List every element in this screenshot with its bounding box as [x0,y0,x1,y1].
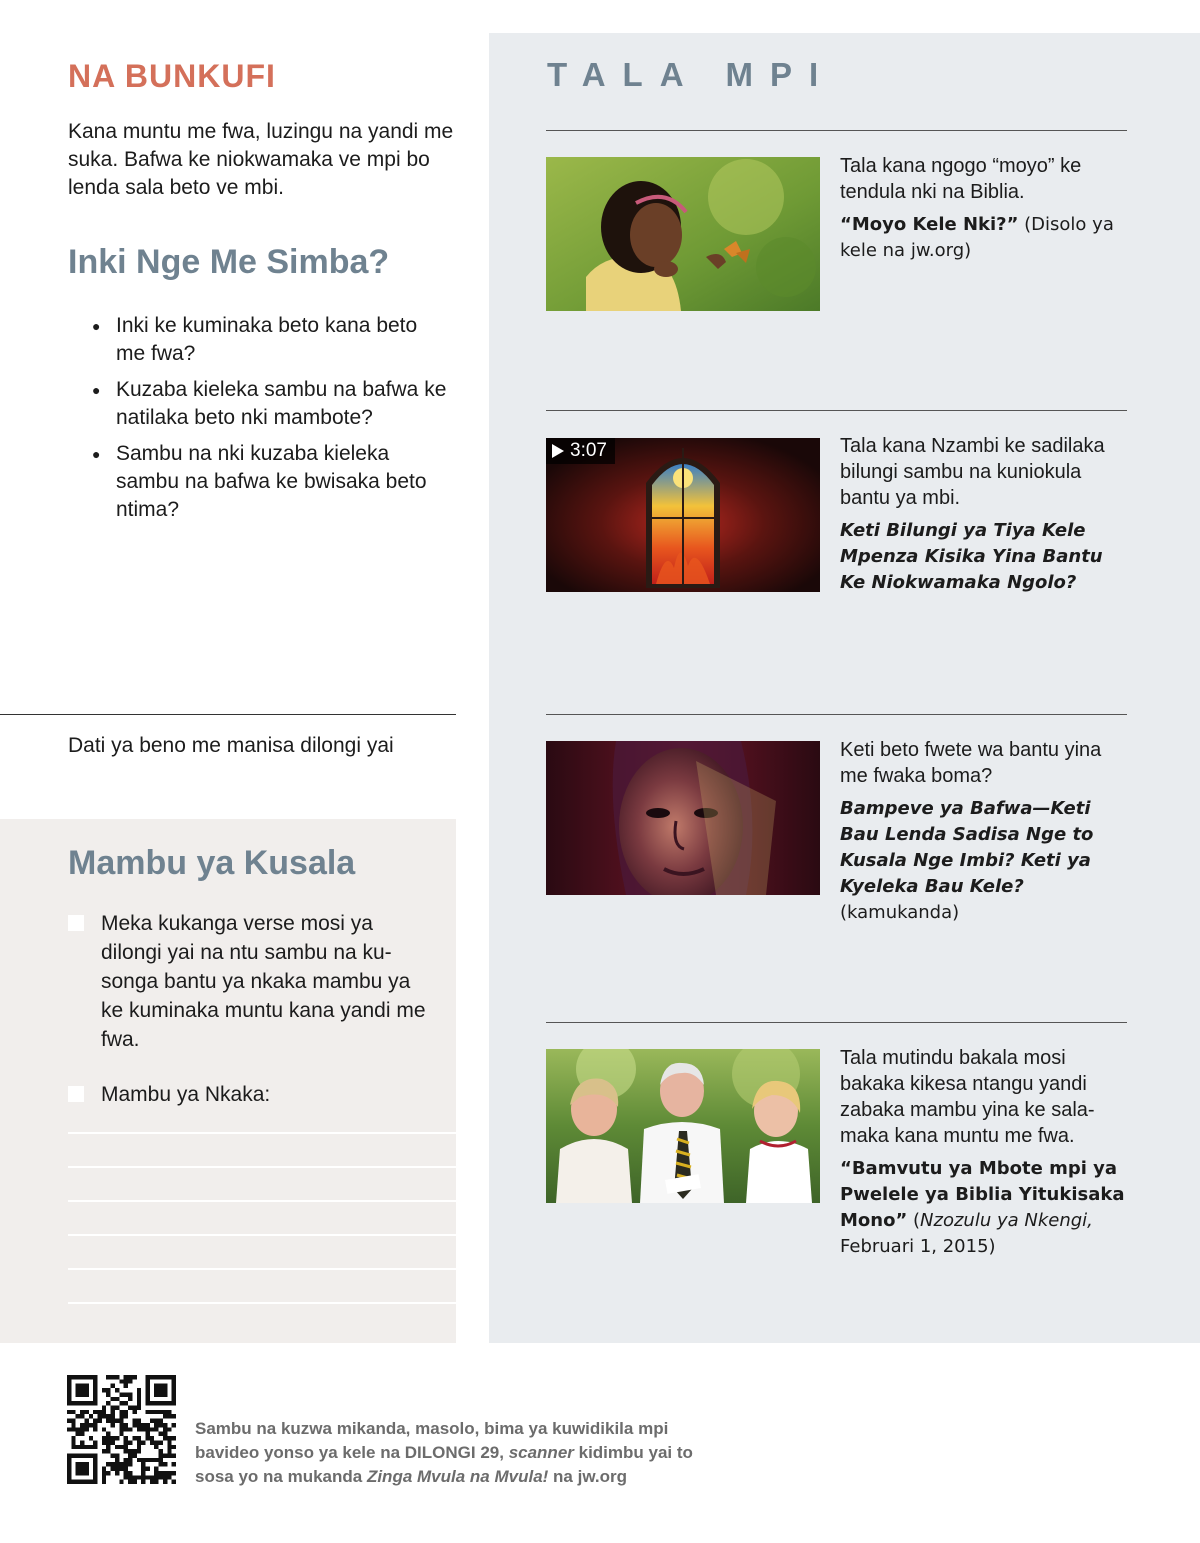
write-line[interactable] [68,1132,456,1134]
video-duration: 3:07 [570,440,607,461]
photo-three-people [546,1049,820,1203]
goals-title: Mambu ya Kusala [68,844,356,882]
reference-note: (kamukanda) [840,902,960,923]
explore-entry [840,433,1132,596]
write-line[interactable] [68,1166,456,1168]
explore-title: TALA MPI [547,56,836,93]
divider [546,714,1127,715]
three-people-talking-image[interactable] [546,1049,820,1203]
summary-text: Kana muntu me fwa, luzingu na yandi me suka. Bafwa ke niokwamaka ve mpi bo lenda sala beto ve mbi. [68,120,454,199]
entry-reference-link[interactable] [840,1156,1132,1260]
review-question: ● Inki ke kuminaka beto kana beto me fwa? [92,312,452,368]
entry-description: Tala kana ngogo “moyo” ke tendula nki na Biblia. [840,155,1082,203]
completion-date-label: Dati ya beno me manisa dilongi yai [68,734,394,757]
footer-text-part: Sambu na kuzwa mikanda, masolo, bima ya kuwidikila mpi bavideo yonso ya kele na [195,1419,669,1462]
write-line[interactable] [68,1234,456,1236]
divider [546,130,1127,131]
photo-girl-butterfly [546,157,820,311]
footer-text-part: kidimbu yai to sosa yo na mukanda [195,1443,693,1486]
reference-note: ( [907,1210,921,1231]
divider [546,1022,1127,1023]
entry-description: Keti beto fwete wa bantu yina me fwaka boma? [840,739,1102,787]
goals-panel [0,819,456,1343]
divider [0,714,456,715]
entry-description: Tala mutindu bakala mosi bakaka kikesa ntangu yandi zabaka mambu yina ke sala-maka kana muntu me fwa. [840,1047,1095,1147]
entry-description: Tala kana Nzambi ke sadilaka bilungi sambu na kuniokula bantu ya mbi. [840,435,1105,509]
entry-reference-link[interactable] [840,212,1132,264]
goal-text: Mambu ya Nkaka: [101,1083,271,1106]
reference-title[interactable]: “Moyo Kele Nki?” [840,214,1019,235]
reference-title[interactable]: Bampeve ya Bafwa—Keti Bau Lenda Sadisa Nge to Kusala Nge Imbi? Keti ya Kyeleka Bau Kele? [840,798,1094,897]
video-duration-badge [546,438,615,464]
reference-title[interactable]: Keti Bilungi ya Tiya Kele Mpenza Kisika Yina Bantu Ke Niokwamaka Ngolo? [840,520,1103,593]
footer-note [195,1417,715,1489]
footer-book-title: Zinga Mvula na Mvula! [366,1467,549,1486]
reference-note-source: Nzozulu ya Nkengi, [920,1210,1093,1231]
review-title: Inki Nge Me Simba? [68,243,390,281]
entry-reference-link[interactable] [840,796,1132,926]
write-line[interactable] [68,1268,456,1270]
qr-code[interactable] [67,1375,176,1484]
face-portrait-image[interactable] [546,741,820,895]
reference-title[interactable]: “Bamvutu ya Mbote mpi ya Pwelele ya Biblia Yitukisaka Mono” [840,1158,1125,1231]
summary-title: NA BUNKUFI [68,58,276,94]
footer-text-part: , [499,1443,509,1462]
goal-item [68,909,428,1054]
play-icon [552,444,564,458]
entry-reference-link[interactable] [840,518,1132,596]
write-line[interactable] [68,1302,456,1304]
goal-text: Meka kukanga verse mosi ya dilongi yai na ntu sambu na ku-songa bantu ya nkaka mambu ya ke kuminaka muntu kana yandi me fwa. [101,912,426,1051]
footer-scanner-word: scanner [508,1443,574,1462]
photo-face [546,741,820,895]
goal-item [68,1080,428,1109]
reference-note-date: Februari 1, 2015) [840,1236,996,1257]
footer-text-part: na jw.org [548,1467,628,1486]
explore-entry [840,153,1132,264]
review-questions [92,312,452,532]
review-question: ● Sambu na nki kuzaba kieleka sambu na bafwa ke bwisaka beto ntima? [92,440,452,524]
explore-entry [840,1045,1132,1260]
goal-checkbox[interactable] [68,1086,84,1102]
goal-checkbox[interactable] [68,915,84,931]
stained-glass-video-thumbnail[interactable] [546,438,820,592]
footer-lesson-ref: DILONGI 29 [404,1443,500,1462]
explore-entry [840,737,1132,926]
review-question: ● Kuzaba kieleka sambu na bafwa ke natilaka beto nki mambote? [92,376,452,432]
reference-note: (Disolo ya kele na jw.org) [840,214,1114,261]
write-line[interactable] [68,1200,456,1202]
divider [546,410,1127,411]
girl-with-butterfly-image[interactable] [546,157,820,311]
